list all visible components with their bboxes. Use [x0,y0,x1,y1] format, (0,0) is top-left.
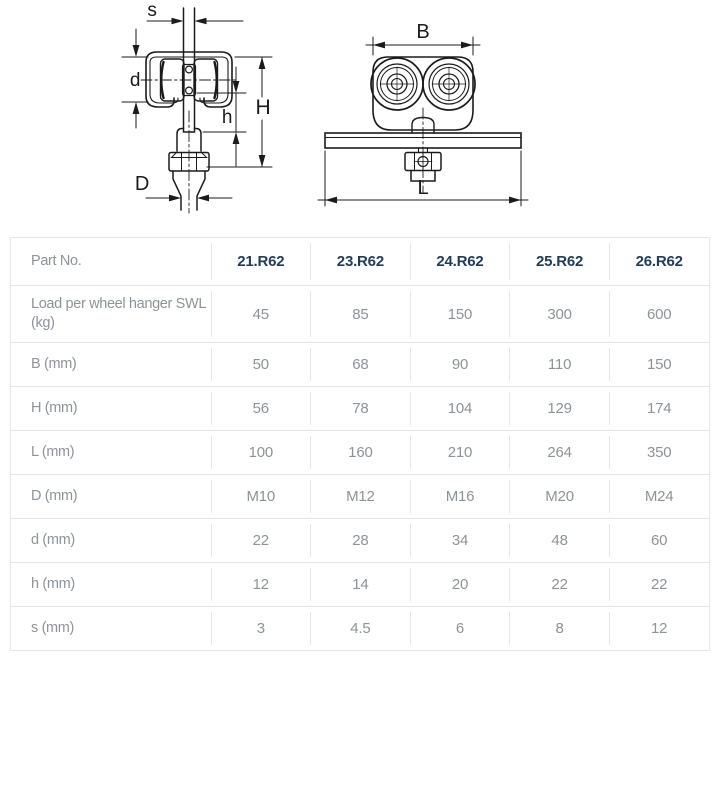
part-number-col-3: 24.R62 [410,238,510,285]
table-cell: 20 [410,563,510,606]
row-label-load: Load per wheel hanger SWL (kg) [31,296,206,331]
table-cell: 60 [609,519,709,562]
table-cell: 22 [211,519,311,562]
part-number-col-5: 26.R62 [609,238,709,285]
table-cell: 4.5 [311,607,411,650]
dim-label-B: B [416,21,430,43]
table-cell: 34 [410,519,510,562]
table-cell: 150 [410,286,510,342]
table-cell: 22 [609,563,709,606]
table-row-H [11,387,709,431]
table-cell: 160 [311,431,411,474]
table-cell: 50 [211,343,311,386]
row-label-D: D (mm) [31,488,78,505]
row-label-d: d (mm) [31,532,75,549]
table-cell: 56 [211,387,311,430]
table-cell: 8 [510,607,610,650]
technical-drawing [0,0,720,228]
row-label-s: s (mm) [31,620,74,637]
part-number-col-2: 23.R62 [311,238,411,285]
table-cell: 90 [410,343,510,386]
table-cell: 150 [609,343,709,386]
wheel-hanger-drawing-svg [0,0,720,228]
table-cell: 174 [609,387,709,430]
table-cell: 78 [311,387,411,430]
hanger-strap [184,8,195,129]
table-cell: 264 [510,431,610,474]
table-cell: 350 [609,431,709,474]
wheel-right-front [423,58,475,110]
table-cell: 104 [410,387,510,430]
row-label-L: L (mm) [31,444,75,461]
table-row-s [11,607,709,650]
channel-housing [146,52,232,107]
dim-label-L: L [417,177,429,199]
table-cell: 6 [410,607,510,650]
table-cell: 300 [510,286,610,342]
table-cell: 12 [211,563,311,606]
row-label-B: B (mm) [31,356,77,373]
table-cell: 48 [510,519,610,562]
table-header-row [11,238,709,286]
table-cell: 68 [311,343,411,386]
table-cell: M20 [510,475,610,518]
dimension-s-arrows [172,18,207,24]
dim-label-d: d [129,70,141,91]
table-cell: 28 [311,519,411,562]
table-row-B [11,343,709,387]
spec-table [10,237,710,651]
part-no-header-label: Part No. [31,253,82,270]
table-cell: 600 [609,286,709,342]
table-cell: 85 [311,286,411,342]
table-cell: M10 [211,475,311,518]
table-cell: M12 [311,475,411,518]
part-number-col-1: 21.R62 [211,238,311,285]
table-cell: 110 [510,343,610,386]
table-row-h [11,563,709,607]
table-cell: 210 [410,431,510,474]
table-cell: 14 [311,563,411,606]
row-label-H: H (mm) [31,400,78,417]
front-view-drawing [318,21,528,206]
centerlines-side-view [141,80,237,213]
table-cell: 129 [510,387,610,430]
table-row-d [11,519,709,563]
part-number-col-4: 25.R62 [510,238,610,285]
table-cell: 12 [609,607,709,650]
row-label-h: h (mm) [31,576,75,593]
table-cell: M16 [410,475,510,518]
table-cell: 22 [510,563,610,606]
dim-label-H: H [255,96,271,119]
dim-label-s: s [147,0,157,21]
side-view-drawing [122,0,272,213]
table-cell: 45 [211,286,311,342]
table-cell: 3 [211,607,311,650]
table-cell: M24 [609,475,709,518]
table-row-L [11,431,709,475]
dim-label-D: D [134,173,150,195]
table-cell: 100 [211,431,311,474]
dim-label-h: h [221,107,233,128]
table-row-load [11,286,709,343]
wheel-left-front [371,58,423,110]
table-row-D [11,475,709,519]
